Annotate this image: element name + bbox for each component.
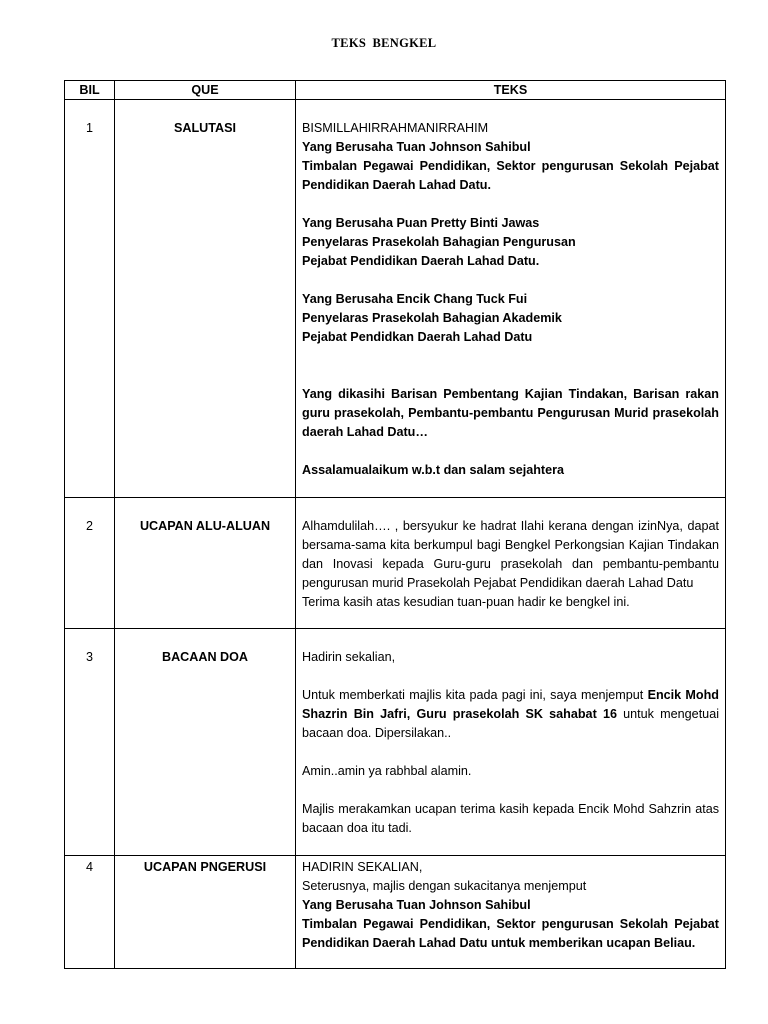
text-line: Pejabat Pendidikan Daerah Lahad Datu. <box>302 254 540 268</box>
row-text <box>296 629 726 856</box>
text-line: Penyelaras Prasekolah Bahagian Akademik <box>302 311 562 325</box>
text-line: Yang Berusaha Encik Chang Tuck Fui <box>302 292 528 306</box>
row-cue: SALUTASI <box>115 100 296 498</box>
row-cue: BACAAN DOA <box>115 629 296 856</box>
text-line: Hadirin sekalian, <box>302 650 396 664</box>
row-number: 1 <box>65 100 115 498</box>
text-line: BISMILLAHIRRAHMANIRRAHIM <box>302 121 489 135</box>
header-teks: TEKS <box>296 81 726 100</box>
row-number: 2 <box>65 498 115 629</box>
text-paragraph <box>302 686 719 743</box>
text-line: Timbalan Pegawai Pendidikan, Sektor pengurusan Sekolah Pejabat Pendidikan Daerah Lahad Datu. <box>302 159 719 192</box>
text-line: Pejabat Pendidkan Daerah Lahad Datu <box>302 330 533 344</box>
text-line: Terima kasih atas kesudian tuan-puan hadir ke bengkel ini. <box>302 595 630 609</box>
text-segment: untuk mengetuai bacaan doa. Dipersilakan.. <box>302 707 719 740</box>
row-number: 4 <box>65 856 115 969</box>
row-cue: UCAPAN PNGERUSI <box>115 856 296 969</box>
row-text <box>296 100 726 498</box>
text-line: Penyelaras Prasekolah Bahagian Pengurusan <box>302 235 576 249</box>
text-line: HADIRIN SEKALIAN, <box>302 860 423 874</box>
text-segment: Untuk memberkati majlis kita pada pagi ini, saya menjemput <box>302 688 648 702</box>
row-text <box>296 498 726 629</box>
table-header-row <box>65 81 726 100</box>
text-line: Amin..amin ya rabhbal alamin. <box>302 764 472 778</box>
header-bil: BIL <box>65 81 115 100</box>
table-row-ucapan-alu-aluan <box>65 498 726 629</box>
header-que: QUE <box>115 81 296 100</box>
text-line: Seterusnya, majlis dengan sukacitanya menjemput <box>302 879 587 893</box>
text-line: Assalamualaikum w.b.t dan salam sejahtera <box>302 463 565 477</box>
text-line: Alhamdulilah…. , bersyukur ke hadrat Ilahi kerana dengan izinNya, dapat bersama-sama kita berkumpul bagi Bengkel Perkongsian Kajian Tindakan dan Inovasi kepada Guru-guru prasekolah dan pembantu-pembantu pengurusan murid Prasekolah Pejabat Pendidikan daerah Lahad Datu <box>302 519 719 590</box>
text-segment-bold: Encik Mohd Shazrin Bin Jafri, Guru prasekolah SK sahabat 16 <box>302 688 719 721</box>
text-line: Yang Berusaha Puan Pretty Binti Jawas <box>302 216 540 230</box>
table-row-ucapan-pngerusi <box>65 856 726 969</box>
row-number: 3 <box>65 629 115 856</box>
row-text <box>296 856 726 969</box>
text-line: Yang Berusaha Tuan Johnson Sahibul <box>302 140 531 154</box>
text-line: Timbalan Pegawai Pendidikan, Sektor pengurusan Sekolah Pejabat Pendidikan Daerah Lahad Datu untuk memberikan ucapan Beliau. <box>302 917 719 950</box>
text-line: Yang Berusaha Tuan Johnson Sahibul <box>302 898 531 912</box>
table-row-salutasi <box>65 100 726 498</box>
program-script-table <box>64 80 726 969</box>
text-line: Yang dikasihi Barisan Pembentang Kajian Tindakan, Barisan rakan guru prasekolah, Pembantu-pembantu Pengurusan Murid prasekolah daerah Lahad Datu… <box>302 387 719 439</box>
document-title: TEKS BENGKEL <box>331 36 437 50</box>
row-cue: UCAPAN ALU-ALUAN <box>115 498 296 629</box>
table-row-bacaan-doa <box>65 629 726 856</box>
text-line: Majlis merakamkan ucapan terima kasih kepada Encik Mohd Sahzrin atas bacaan doa itu tadi. <box>302 802 719 835</box>
